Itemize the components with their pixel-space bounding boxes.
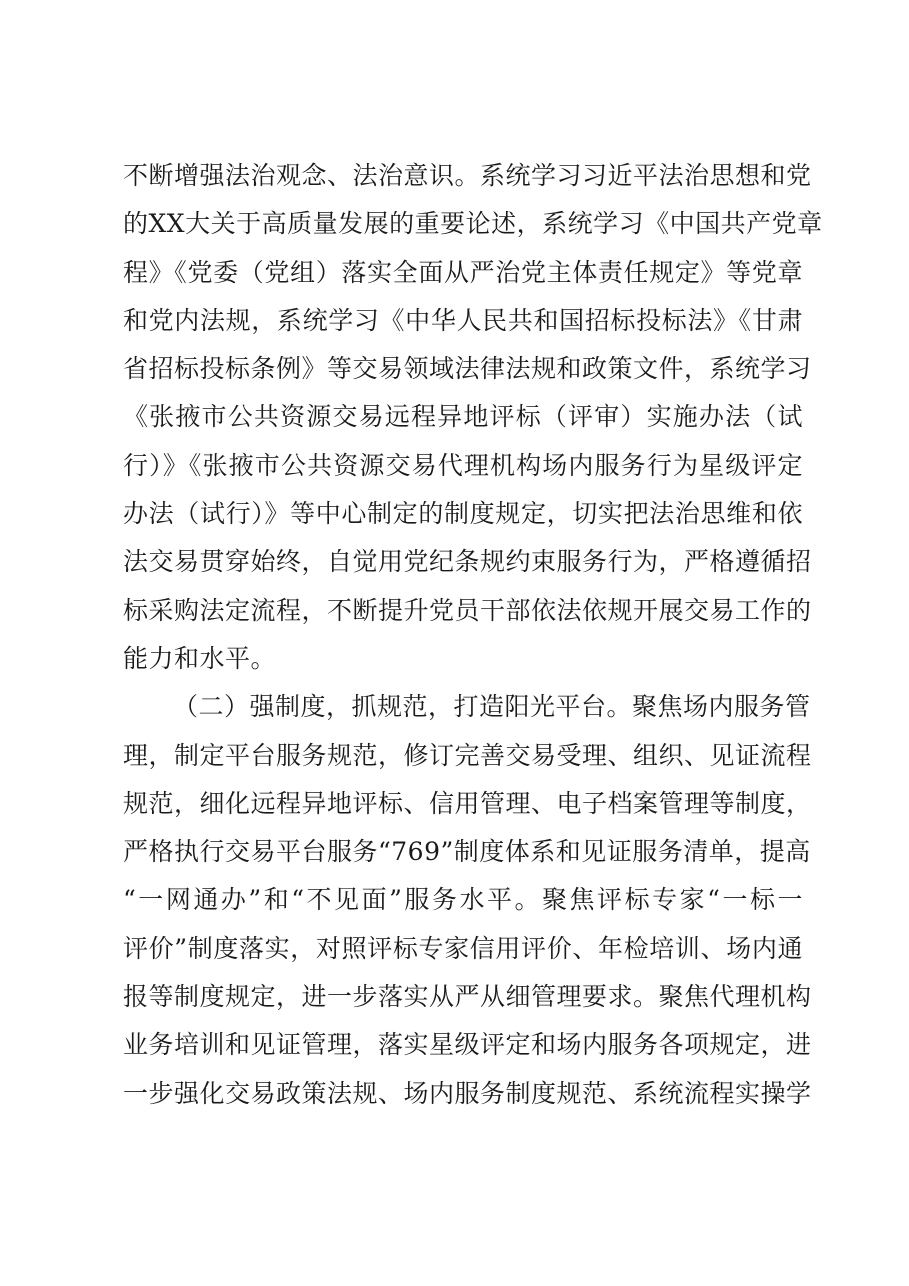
paragraph-line: 一步强化交易政策法规、场内服务制度规范、系统流程实操学 bbox=[123, 1078, 812, 1108]
paragraph-line: 严格执行交易平台服务“769”制度体系和见证服务清单，提高 bbox=[123, 837, 811, 867]
paragraph-line: 标采购法定流程，不断提升党员干部依法依规开展交易工作的 bbox=[123, 595, 812, 625]
paragraph-line: 的XX大关于高质量发展的重要论述，系统学习《中国共产党章 bbox=[123, 209, 823, 239]
paragraph-line: 规范，细化远程异地评标、信用管理、电子档案管理等制度， bbox=[123, 788, 812, 818]
paragraph-line: 不断增强法治观念、法治意识。系统学习习近平法治思想和党 bbox=[123, 161, 812, 190]
paragraph-line: 省招标投标条例》等交易领域法律法规和政策文件，系统学习 bbox=[123, 354, 812, 384]
paragraph-line: 《张掖市公共资源交易远程异地评标（评审）实施办法（试 bbox=[123, 402, 803, 432]
paragraph-line: “一网通办”和“不见面”服务水平。聚焦评标专家“一标一 bbox=[123, 885, 803, 915]
document-body bbox=[123, 152, 823, 1118]
paragraph-line: 业务培训和见证管理，落实星级评定和场内服务各项规定，进 bbox=[123, 1030, 812, 1060]
paragraph-line: （二）强制度，抓规范，打造阳光平台。聚焦场内服务管 bbox=[173, 692, 811, 722]
paragraph-line: 法交易贯穿始终，自觉用党纪条规约束服务行为，严格遵循招 bbox=[123, 547, 812, 577]
paragraph-line: 评价”制度落实，对照评标专家信用评价、年检培训、场内通 bbox=[123, 933, 803, 963]
paragraph-line: 和党内法规，系统学习《中华人民共和国招标投标法》《甘肃 bbox=[123, 305, 803, 335]
paragraph-line: 理，制定平台服务规范，修订完善交易受理、组织、见证流程 bbox=[123, 740, 812, 770]
paragraph-line: 能力和水平。 bbox=[123, 643, 277, 673]
paragraph-line: 行）》《张掖市公共资源交易代理机构场内服务行为星级评定 bbox=[123, 450, 803, 480]
paragraph-line: 报等制度规定，进一步落实从严从细管理要求。聚焦代理机构 bbox=[123, 982, 812, 1012]
paragraph-line: 程》《党委（党组）落实全面从严治党主体责任规定》等党章 bbox=[123, 257, 803, 287]
paragraph-2 bbox=[123, 683, 812, 1118]
paragraph-line: 办法（试行）》等中心制定的制度规定，切实把法治思维和依 bbox=[123, 499, 803, 529]
paragraph-1 bbox=[123, 152, 823, 683]
